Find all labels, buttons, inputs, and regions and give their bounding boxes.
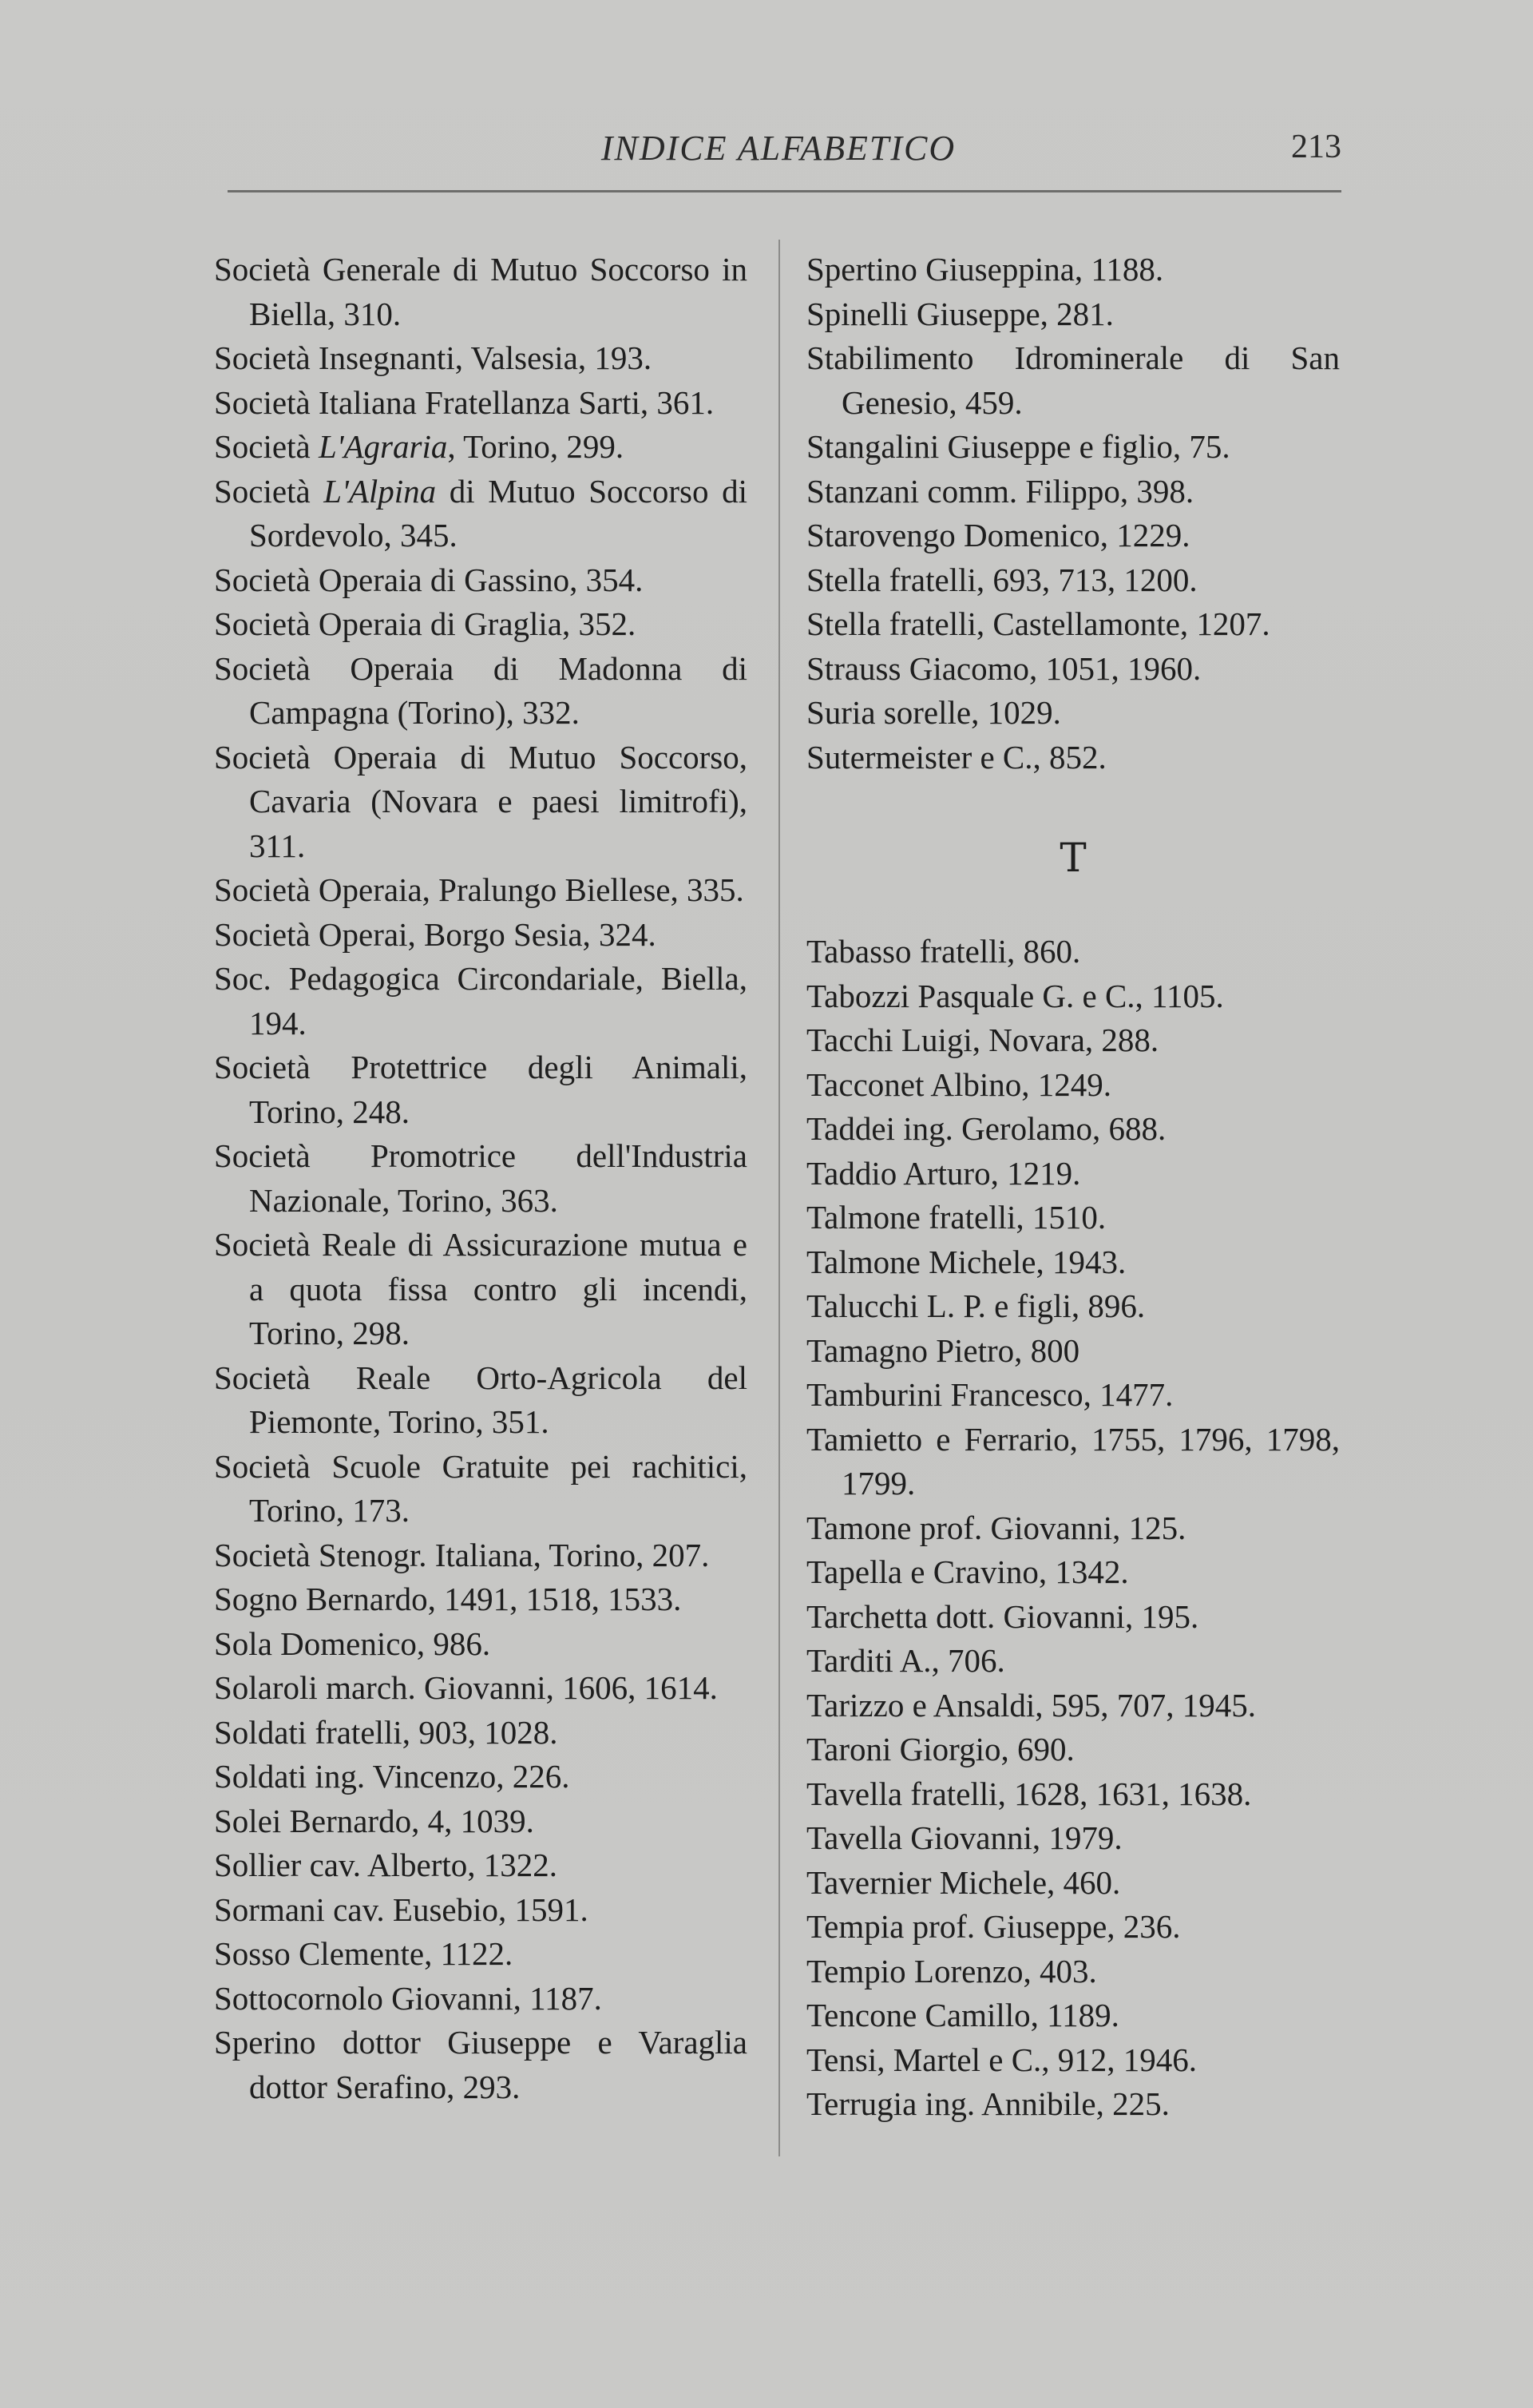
index-entry: Suria sorelle, 1029.: [806, 694, 1061, 731]
section-letter-heading: T: [1060, 835, 1087, 881]
index-entry: Stangalini Giuseppe e figlio, 75.: [806, 428, 1230, 465]
index-entry: Tencone Camillo, 1189.: [806, 1997, 1119, 2033]
column-divider: [778, 240, 780, 2156]
index-entry: Taddio Arturo, 1219.: [806, 1154, 1081, 1192]
index-entry: Strauss Giacomo, 1051, 1960.: [806, 649, 1202, 687]
index-entry: Tarizzo e Ansaldi, 595, 707, 1945.: [806, 1686, 1257, 1724]
index-entry: Solaroli march. Giovanni, 1606, 1614.: [214, 1669, 718, 1706]
index-entry: Società Operaia, Pralungo Biellese, 335.: [214, 871, 744, 908]
index-entry: Starovengo Domenico, 1229.: [806, 517, 1190, 553]
index-entry: Tarditi A., 706.: [806, 1642, 1005, 1679]
index-entry: Società Operaia di Madonna di Campagna (Torino), 332.: [214, 649, 747, 731]
page-header: [216, 120, 1341, 184]
index-entry: Tacconet Albino, 1249.: [806, 1065, 1111, 1103]
index-entry: Tamburini Francesco, 1477.: [806, 1376, 1174, 1413]
index-entry: Spinelli Giuseppe, 281.: [806, 295, 1114, 332]
index-entry: Tabozzi Pasquale G. e C., 1105.: [806, 977, 1224, 1014]
index-entry: Talmone Michele, 1943.: [806, 1243, 1127, 1280]
index-entry: Taroni Giorgio, 690.: [806, 1731, 1075, 1767]
index-entry: Società Stenogr. Italiana, Torino, 207.: [214, 1536, 710, 1573]
index-entry: Società Promotrice dell'Industria Nazionale, Torino, 363.: [214, 1137, 747, 1219]
index-entry: Soldati ing. Vincenzo, 226.: [214, 1758, 570, 1795]
running-title: INDICE ALFABETICO: [600, 129, 957, 168]
index-entry: Società Operaia di Graglia, 352.: [214, 605, 636, 642]
index-entry: Tapella e Cravino, 1342.: [806, 1553, 1129, 1590]
index-entry: Tamone prof. Giovanni, 125.: [806, 1509, 1186, 1546]
index-entry: Spertino Giuseppina, 1188.: [806, 251, 1164, 288]
index-entry: Soldati fratelli, 903, 1028.: [214, 1713, 558, 1751]
index-entry: Tamietto e Ferrario, 1755, 1796, 1798, 1799.: [806, 1420, 1340, 1502]
right-column: [806, 248, 1340, 2127]
index-entry: Società Reale Orto-Agricola del Piemonte, Torino, 351.: [214, 1359, 747, 1440]
index-entry: Talucchi L. P. e figli, 896.: [806, 1287, 1146, 1324]
index-entry: Stella fratelli, Castellamonte, 1207.: [806, 605, 1270, 642]
index-entry: Sperino dottor Giuseppe e Varaglia dottor Serafino, 293.: [214, 2024, 747, 2105]
index-entry: Soc. Pedagogica Circondariale, Biella, 194.: [214, 960, 747, 1041]
index-entry: Tabasso fratelli, 860.: [806, 933, 1081, 970]
index-entry: Tavernier Michele, 460.: [806, 1863, 1121, 1901]
index-entry: Stella fratelli, 693, 713, 1200.: [806, 561, 1198, 598]
index-entry: Stabilimento Idrominerale di San Genesio, 459.: [806, 339, 1340, 421]
index-entry: Tacchi Luigi, Novara, 288.: [806, 1022, 1159, 1058]
index-entry: Sollier cav. Alberto, 1322.: [214, 1847, 558, 1883]
index-entry: Sottocornolo Giovanni, 1187.: [214, 1979, 602, 2017]
index-entry: Tavella fratelli, 1628, 1631, 1638.: [806, 1775, 1252, 1812]
index-entry: Tempia prof. Giuseppe, 236.: [806, 1908, 1181, 1945]
index-entry: Solei Bernardo, 4, 1039.: [214, 1802, 534, 1839]
index-entry: Tavella Giovanni, 1979.: [806, 1819, 1123, 1856]
index-entry: Società Operaia di Mutuo Soccorso, Cavaria (Novara e paesi limitrofi), 311.: [214, 738, 747, 864]
index-entry: Società Operai, Borgo Sesia, 324.: [214, 915, 656, 953]
index-entry: Terrugia ing. Annibile, 225.: [806, 2085, 1170, 2122]
index-entry: Società Protettrice degli Animali, Torino, 248.: [214, 1049, 747, 1130]
index-entry: Sormani cav. Eusebio, 1591.: [214, 1890, 588, 1928]
index-entry: Tamagno Pietro, 800: [806, 1331, 1080, 1369]
header-rule: [228, 190, 1341, 192]
index-entry: Sutermeister e C., 852.: [806, 738, 1107, 776]
index-entry: Sosso Clemente, 1122.: [214, 1935, 513, 1972]
index-entry: Società Generale di Mutuo Soccorso in Biella, 310.: [214, 251, 747, 332]
index-entry: Società L'Alpina di Mutuo Soccorso di Sordevolo, 345.: [214, 472, 747, 553]
index-entry: Società Scuole Gratuite pei rachitici, Torino, 173.: [214, 1447, 747, 1529]
index-entry: Società L'Agraria, Torino, 299.: [214, 428, 624, 465]
page-number: 213: [1291, 129, 1341, 165]
index-entry: Società Operaia di Gassino, 354.: [214, 561, 644, 598]
left-column: [214, 248, 747, 2109]
index-entry: Tarchetta dott. Giovanni, 195.: [806, 1597, 1199, 1635]
index-entry: Tempio Lorenzo, 403.: [806, 1952, 1097, 1989]
index-entry: Società Reale di Assicurazione mutua e a quota fissa contro gli incendi, Torino, 298.: [214, 1226, 747, 1351]
index-entry: Stanzani comm. Filippo, 398.: [806, 472, 1194, 510]
index-entry: Società Italiana Fratellanza Sarti, 361.: [214, 383, 715, 421]
index-entry: Sola Domenico, 986.: [214, 1625, 491, 1662]
index-entry: Talmone fratelli, 1510.: [806, 1199, 1107, 1236]
index-entry: Tensi, Martel e C., 912, 1946.: [806, 2041, 1198, 2078]
index-entry: Società Insegnanti, Valsesia, 193.: [214, 339, 652, 376]
index-entry: Taddei ing. Gerolamo, 688.: [806, 1110, 1167, 1147]
index-entry: Sogno Bernardo, 1491, 1518, 1533.: [214, 1581, 682, 1617]
